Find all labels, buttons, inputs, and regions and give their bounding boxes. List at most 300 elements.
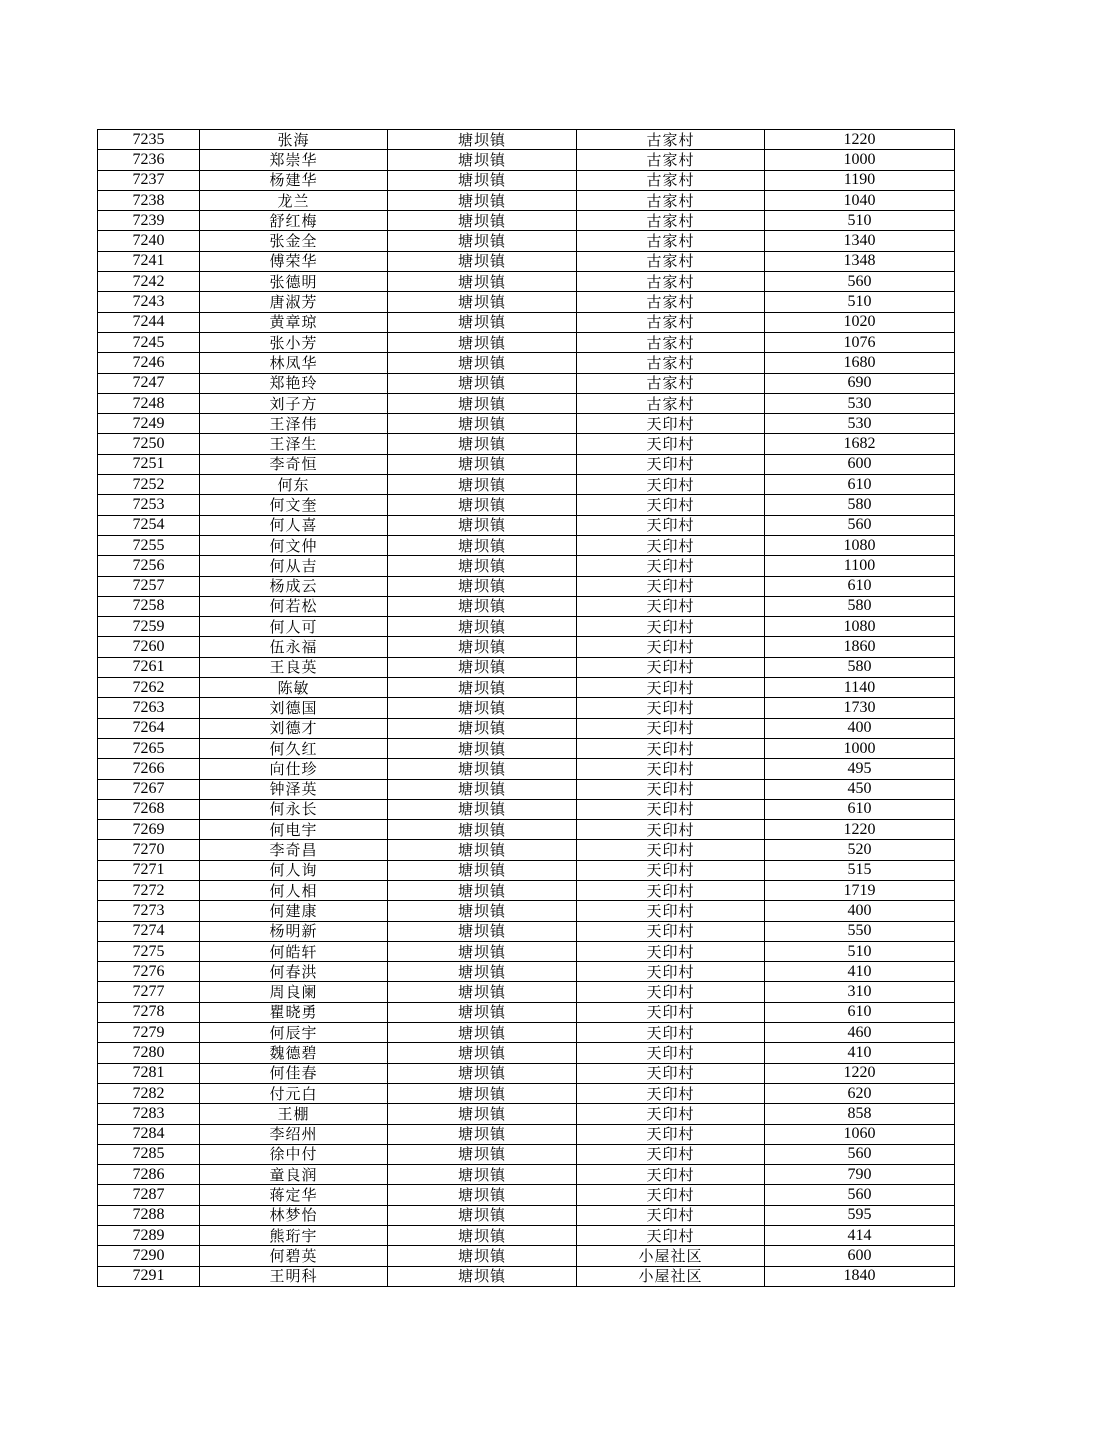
town-name-cell: 塘坝镇 <box>388 941 577 961</box>
table-row <box>98 718 955 738</box>
town-name-cell: 塘坝镇 <box>388 251 577 271</box>
amount-value-cell: 410 <box>765 1043 955 1063</box>
person-name-cell: 张金全 <box>200 231 388 251</box>
village-name-cell: 天印村 <box>577 1226 765 1246</box>
village-name-cell: 天印村 <box>577 678 765 698</box>
town-name-cell: 塘坝镇 <box>388 475 577 495</box>
town-name-cell: 塘坝镇 <box>388 292 577 312</box>
table-row <box>98 1246 955 1266</box>
table-row <box>98 1043 955 1063</box>
table-row <box>98 617 955 637</box>
village-name-cell: 天印村 <box>577 901 765 921</box>
person-name-cell: 林梦怡 <box>200 1205 388 1225</box>
person-name-cell: 付元白 <box>200 1083 388 1103</box>
amount-value-cell: 610 <box>765 475 955 495</box>
person-name-cell: 傅荣华 <box>200 251 388 271</box>
amount-value-cell: 690 <box>765 373 955 393</box>
amount-value-cell: 520 <box>765 840 955 860</box>
row-number-cell: 7260 <box>98 637 200 657</box>
town-name-cell: 塘坝镇 <box>388 373 577 393</box>
row-number-cell: 7244 <box>98 312 200 332</box>
village-name-cell: 古家村 <box>577 190 765 210</box>
town-name-cell: 塘坝镇 <box>388 393 577 413</box>
row-number-cell: 7245 <box>98 332 200 352</box>
person-name-cell: 杨成云 <box>200 576 388 596</box>
table-row <box>98 373 955 393</box>
village-name-cell: 天印村 <box>577 475 765 495</box>
village-name-cell: 古家村 <box>577 150 765 170</box>
row-number-cell: 7237 <box>98 170 200 190</box>
row-number-cell: 7261 <box>98 657 200 677</box>
row-number-cell: 7241 <box>98 251 200 271</box>
person-name-cell: 龙兰 <box>200 190 388 210</box>
village-name-cell: 天印村 <box>577 860 765 880</box>
table-row <box>98 495 955 515</box>
amount-value-cell: 1348 <box>765 251 955 271</box>
row-number-cell: 7277 <box>98 982 200 1002</box>
town-name-cell: 塘坝镇 <box>388 414 577 434</box>
amount-value-cell: 310 <box>765 982 955 1002</box>
person-name-cell: 熊珩宇 <box>200 1226 388 1246</box>
person-name-cell: 陈敏 <box>200 678 388 698</box>
table-row <box>98 130 955 150</box>
table-row <box>98 1023 955 1043</box>
town-name-cell: 塘坝镇 <box>388 637 577 657</box>
row-number-cell: 7282 <box>98 1083 200 1103</box>
row-number-cell: 7274 <box>98 921 200 941</box>
amount-value-cell: 560 <box>765 515 955 535</box>
row-number-cell: 7242 <box>98 272 200 292</box>
amount-value-cell: 560 <box>765 272 955 292</box>
table-body <box>98 130 955 1287</box>
table-row <box>98 211 955 231</box>
amount-value-cell: 620 <box>765 1083 955 1103</box>
row-number-cell: 7249 <box>98 414 200 434</box>
person-name-cell: 何电宇 <box>200 820 388 840</box>
amount-value-cell: 610 <box>765 576 955 596</box>
person-name-cell: 魏德碧 <box>200 1043 388 1063</box>
amount-value-cell: 1682 <box>765 434 955 454</box>
amount-value-cell: 580 <box>765 657 955 677</box>
table-row <box>98 759 955 779</box>
village-name-cell: 天印村 <box>577 820 765 840</box>
person-name-cell: 何久红 <box>200 738 388 758</box>
row-number-cell: 7240 <box>98 231 200 251</box>
town-name-cell: 塘坝镇 <box>388 576 577 596</box>
amount-value-cell: 1730 <box>765 698 955 718</box>
village-name-cell: 天印村 <box>577 637 765 657</box>
person-name-cell: 唐淑芳 <box>200 292 388 312</box>
town-name-cell: 塘坝镇 <box>388 820 577 840</box>
amount-value-cell: 1220 <box>765 1063 955 1083</box>
person-name-cell: 王泽伟 <box>200 414 388 434</box>
table-row <box>98 1185 955 1205</box>
row-number-cell: 7256 <box>98 556 200 576</box>
table-row <box>98 190 955 210</box>
person-name-cell: 周良阑 <box>200 982 388 1002</box>
village-name-cell: 古家村 <box>577 170 765 190</box>
row-number-cell: 7283 <box>98 1104 200 1124</box>
amount-value-cell: 1220 <box>765 130 955 150</box>
amount-value-cell: 1190 <box>765 170 955 190</box>
person-name-cell: 王泽生 <box>200 434 388 454</box>
person-name-cell: 李绍州 <box>200 1124 388 1144</box>
town-name-cell: 塘坝镇 <box>388 190 577 210</box>
table-row <box>98 1165 955 1185</box>
row-number-cell: 7289 <box>98 1226 200 1246</box>
table-row <box>98 353 955 373</box>
amount-value-cell: 610 <box>765 799 955 819</box>
person-name-cell: 何人相 <box>200 880 388 900</box>
town-name-cell: 塘坝镇 <box>388 1185 577 1205</box>
person-name-cell: 何人询 <box>200 860 388 880</box>
row-number-cell: 7243 <box>98 292 200 312</box>
person-name-cell: 黄章琼 <box>200 312 388 332</box>
person-name-cell: 杨明新 <box>200 921 388 941</box>
amount-value-cell: 1000 <box>765 738 955 758</box>
village-name-cell: 古家村 <box>577 312 765 332</box>
table-row <box>98 393 955 413</box>
row-number-cell: 7275 <box>98 941 200 961</box>
table-row <box>98 475 955 495</box>
person-name-cell: 刘德才 <box>200 718 388 738</box>
row-number-cell: 7285 <box>98 1144 200 1164</box>
village-name-cell: 天印村 <box>577 495 765 515</box>
table-row <box>98 1104 955 1124</box>
village-name-cell: 天印村 <box>577 454 765 474</box>
amount-value-cell: 530 <box>765 414 955 434</box>
person-name-cell: 何辰宇 <box>200 1023 388 1043</box>
amount-value-cell: 1100 <box>765 556 955 576</box>
amount-value-cell: 530 <box>765 393 955 413</box>
amount-value-cell: 1840 <box>765 1266 955 1286</box>
amount-value-cell: 580 <box>765 596 955 616</box>
row-number-cell: 7266 <box>98 759 200 779</box>
village-name-cell: 古家村 <box>577 211 765 231</box>
town-name-cell: 塘坝镇 <box>388 353 577 373</box>
town-name-cell: 塘坝镇 <box>388 434 577 454</box>
row-number-cell: 7287 <box>98 1185 200 1205</box>
town-name-cell: 塘坝镇 <box>388 1023 577 1043</box>
village-name-cell: 天印村 <box>577 1023 765 1043</box>
person-name-cell: 张小芳 <box>200 332 388 352</box>
amount-value-cell: 510 <box>765 211 955 231</box>
amount-value-cell: 1000 <box>765 150 955 170</box>
person-name-cell: 何文奎 <box>200 495 388 515</box>
village-name-cell: 天印村 <box>577 779 765 799</box>
person-name-cell: 何佳春 <box>200 1063 388 1083</box>
village-name-cell: 天印村 <box>577 698 765 718</box>
town-name-cell: 塘坝镇 <box>388 860 577 880</box>
person-name-cell: 舒红梅 <box>200 211 388 231</box>
village-name-cell: 天印村 <box>577 962 765 982</box>
person-name-cell: 童良润 <box>200 1165 388 1185</box>
table-row <box>98 738 955 758</box>
town-name-cell: 塘坝镇 <box>388 596 577 616</box>
town-name-cell: 塘坝镇 <box>388 880 577 900</box>
row-number-cell: 7271 <box>98 860 200 880</box>
person-name-cell: 何建康 <box>200 901 388 921</box>
village-name-cell: 天印村 <box>577 657 765 677</box>
row-number-cell: 7264 <box>98 718 200 738</box>
town-name-cell: 塘坝镇 <box>388 921 577 941</box>
town-name-cell: 塘坝镇 <box>388 1246 577 1266</box>
village-name-cell: 天印村 <box>577 1083 765 1103</box>
amount-value-cell: 1680 <box>765 353 955 373</box>
row-number-cell: 7254 <box>98 515 200 535</box>
table-row <box>98 678 955 698</box>
town-name-cell: 塘坝镇 <box>388 1043 577 1063</box>
town-name-cell: 塘坝镇 <box>388 1266 577 1286</box>
village-name-cell: 天印村 <box>577 414 765 434</box>
row-number-cell: 7265 <box>98 738 200 758</box>
amount-value-cell: 600 <box>765 1246 955 1266</box>
person-name-cell: 何人喜 <box>200 515 388 535</box>
row-number-cell: 7267 <box>98 779 200 799</box>
person-name-cell: 王明科 <box>200 1266 388 1286</box>
amount-value-cell: 510 <box>765 292 955 312</box>
town-name-cell: 塘坝镇 <box>388 1002 577 1022</box>
row-number-cell: 7248 <box>98 393 200 413</box>
amount-value-cell: 410 <box>765 962 955 982</box>
town-name-cell: 塘坝镇 <box>388 657 577 677</box>
table-row <box>98 414 955 434</box>
village-name-cell: 天印村 <box>577 1063 765 1083</box>
amount-value-cell: 858 <box>765 1104 955 1124</box>
table-row <box>98 1144 955 1164</box>
person-name-cell: 李奇恒 <box>200 454 388 474</box>
person-name-cell: 何人可 <box>200 617 388 637</box>
amount-value-cell: 1860 <box>765 637 955 657</box>
town-name-cell: 塘坝镇 <box>388 759 577 779</box>
village-name-cell: 天印村 <box>577 535 765 555</box>
town-name-cell: 塘坝镇 <box>388 312 577 332</box>
village-name-cell: 天印村 <box>577 576 765 596</box>
village-name-cell: 天印村 <box>577 982 765 1002</box>
town-name-cell: 塘坝镇 <box>388 1144 577 1164</box>
table-row <box>98 454 955 474</box>
table-row <box>98 779 955 799</box>
town-name-cell: 塘坝镇 <box>388 840 577 860</box>
amount-value-cell: 414 <box>765 1226 955 1246</box>
row-number-cell: 7246 <box>98 353 200 373</box>
village-name-cell: 古家村 <box>577 353 765 373</box>
person-name-cell: 何皓轩 <box>200 941 388 961</box>
town-name-cell: 塘坝镇 <box>388 738 577 758</box>
table-row <box>98 576 955 596</box>
village-name-cell: 天印村 <box>577 1043 765 1063</box>
person-name-cell: 张海 <box>200 130 388 150</box>
amount-value-cell: 1020 <box>765 312 955 332</box>
town-name-cell: 塘坝镇 <box>388 211 577 231</box>
person-name-cell: 王良英 <box>200 657 388 677</box>
row-number-cell: 7268 <box>98 799 200 819</box>
table-row <box>98 1266 955 1286</box>
table-row <box>98 556 955 576</box>
table-row <box>98 1083 955 1103</box>
table-row <box>98 962 955 982</box>
village-name-cell: 天印村 <box>577 880 765 900</box>
row-number-cell: 7257 <box>98 576 200 596</box>
village-name-cell: 天印村 <box>577 1104 765 1124</box>
village-name-cell: 天印村 <box>577 799 765 819</box>
table-row <box>98 860 955 880</box>
row-number-cell: 7239 <box>98 211 200 231</box>
person-name-cell: 何春洪 <box>200 962 388 982</box>
table-row <box>98 332 955 352</box>
person-name-cell: 瞿晓勇 <box>200 1002 388 1022</box>
table-row <box>98 698 955 718</box>
village-name-cell: 天印村 <box>577 1185 765 1205</box>
table-row <box>98 596 955 616</box>
row-number-cell: 7263 <box>98 698 200 718</box>
row-number-cell: 7247 <box>98 373 200 393</box>
table-row <box>98 231 955 251</box>
table-row <box>98 921 955 941</box>
row-number-cell: 7252 <box>98 475 200 495</box>
town-name-cell: 塘坝镇 <box>388 698 577 718</box>
village-name-cell: 天印村 <box>577 941 765 961</box>
amount-value-cell: 550 <box>765 921 955 941</box>
data-table <box>97 129 955 1287</box>
person-name-cell: 何碧英 <box>200 1246 388 1266</box>
row-number-cell: 7291 <box>98 1266 200 1286</box>
row-number-cell: 7281 <box>98 1063 200 1083</box>
village-name-cell: 天印村 <box>577 596 765 616</box>
row-number-cell: 7255 <box>98 535 200 555</box>
village-name-cell: 天印村 <box>577 1002 765 1022</box>
village-name-cell: 天印村 <box>577 718 765 738</box>
village-name-cell: 古家村 <box>577 251 765 271</box>
town-name-cell: 塘坝镇 <box>388 332 577 352</box>
person-name-cell: 伍永福 <box>200 637 388 657</box>
row-number-cell: 7258 <box>98 596 200 616</box>
town-name-cell: 塘坝镇 <box>388 1124 577 1144</box>
village-name-cell: 古家村 <box>577 292 765 312</box>
row-number-cell: 7236 <box>98 150 200 170</box>
village-name-cell: 天印村 <box>577 1144 765 1164</box>
table-row <box>98 312 955 332</box>
village-name-cell: 天印村 <box>577 1165 765 1185</box>
table-row <box>98 434 955 454</box>
town-name-cell: 塘坝镇 <box>388 1205 577 1225</box>
person-name-cell: 林凤华 <box>200 353 388 373</box>
row-number-cell: 7250 <box>98 434 200 454</box>
amount-value-cell: 400 <box>765 718 955 738</box>
town-name-cell: 塘坝镇 <box>388 1226 577 1246</box>
table-row <box>98 272 955 292</box>
person-name-cell: 张德明 <box>200 272 388 292</box>
town-name-cell: 塘坝镇 <box>388 1083 577 1103</box>
village-name-cell: 小屋社区 <box>577 1266 765 1286</box>
village-name-cell: 天印村 <box>577 556 765 576</box>
person-name-cell: 郑崇华 <box>200 150 388 170</box>
table-row <box>98 941 955 961</box>
amount-value-cell: 1719 <box>765 880 955 900</box>
table-row <box>98 880 955 900</box>
table-row <box>98 1002 955 1022</box>
amount-value-cell: 560 <box>765 1144 955 1164</box>
town-name-cell: 塘坝镇 <box>388 678 577 698</box>
village-name-cell: 天印村 <box>577 921 765 941</box>
row-number-cell: 7286 <box>98 1165 200 1185</box>
row-number-cell: 7273 <box>98 901 200 921</box>
amount-value-cell: 790 <box>765 1165 955 1185</box>
row-number-cell: 7235 <box>98 130 200 150</box>
row-number-cell: 7262 <box>98 678 200 698</box>
row-number-cell: 7269 <box>98 820 200 840</box>
town-name-cell: 塘坝镇 <box>388 272 577 292</box>
row-number-cell: 7280 <box>98 1043 200 1063</box>
table-row <box>98 150 955 170</box>
person-name-cell: 钟泽英 <box>200 779 388 799</box>
row-number-cell: 7276 <box>98 962 200 982</box>
table-row <box>98 820 955 840</box>
person-name-cell: 郑艳玲 <box>200 373 388 393</box>
amount-value-cell: 1340 <box>765 231 955 251</box>
row-number-cell: 7278 <box>98 1002 200 1022</box>
amount-value-cell: 515 <box>765 860 955 880</box>
village-name-cell: 古家村 <box>577 231 765 251</box>
table-row <box>98 982 955 1002</box>
amount-value-cell: 600 <box>765 454 955 474</box>
person-name-cell: 何从吉 <box>200 556 388 576</box>
amount-value-cell: 1140 <box>765 678 955 698</box>
table-row <box>98 901 955 921</box>
row-number-cell: 7238 <box>98 190 200 210</box>
town-name-cell: 塘坝镇 <box>388 495 577 515</box>
person-name-cell: 何若松 <box>200 596 388 616</box>
table-row <box>98 292 955 312</box>
row-number-cell: 7288 <box>98 1205 200 1225</box>
village-name-cell: 古家村 <box>577 373 765 393</box>
town-name-cell: 塘坝镇 <box>388 1063 577 1083</box>
town-name-cell: 塘坝镇 <box>388 231 577 251</box>
person-name-cell: 徐中付 <box>200 1144 388 1164</box>
table-row <box>98 1124 955 1144</box>
amount-value-cell: 610 <box>765 1002 955 1022</box>
town-name-cell: 塘坝镇 <box>388 901 577 921</box>
table-row <box>98 1063 955 1083</box>
village-name-cell: 天印村 <box>577 434 765 454</box>
person-name-cell: 何永长 <box>200 799 388 819</box>
village-name-cell: 天印村 <box>577 1205 765 1225</box>
village-name-cell: 古家村 <box>577 393 765 413</box>
amount-value-cell: 1220 <box>765 820 955 840</box>
town-name-cell: 塘坝镇 <box>388 962 577 982</box>
village-name-cell: 天印村 <box>577 759 765 779</box>
town-name-cell: 塘坝镇 <box>388 1104 577 1124</box>
table-row <box>98 170 955 190</box>
person-name-cell: 何东 <box>200 475 388 495</box>
village-name-cell: 天印村 <box>577 617 765 637</box>
amount-value-cell: 1060 <box>765 1124 955 1144</box>
village-name-cell: 天印村 <box>577 515 765 535</box>
row-number-cell: 7253 <box>98 495 200 515</box>
village-name-cell: 天印村 <box>577 738 765 758</box>
person-name-cell: 杨建华 <box>200 170 388 190</box>
amount-value-cell: 580 <box>765 495 955 515</box>
amount-value-cell: 450 <box>765 779 955 799</box>
person-name-cell: 王棚 <box>200 1104 388 1124</box>
person-name-cell: 向仕珍 <box>200 759 388 779</box>
town-name-cell: 塘坝镇 <box>388 617 577 637</box>
row-number-cell: 7251 <box>98 454 200 474</box>
row-number-cell: 7270 <box>98 840 200 860</box>
village-name-cell: 古家村 <box>577 130 765 150</box>
table-row <box>98 840 955 860</box>
table-row <box>98 637 955 657</box>
